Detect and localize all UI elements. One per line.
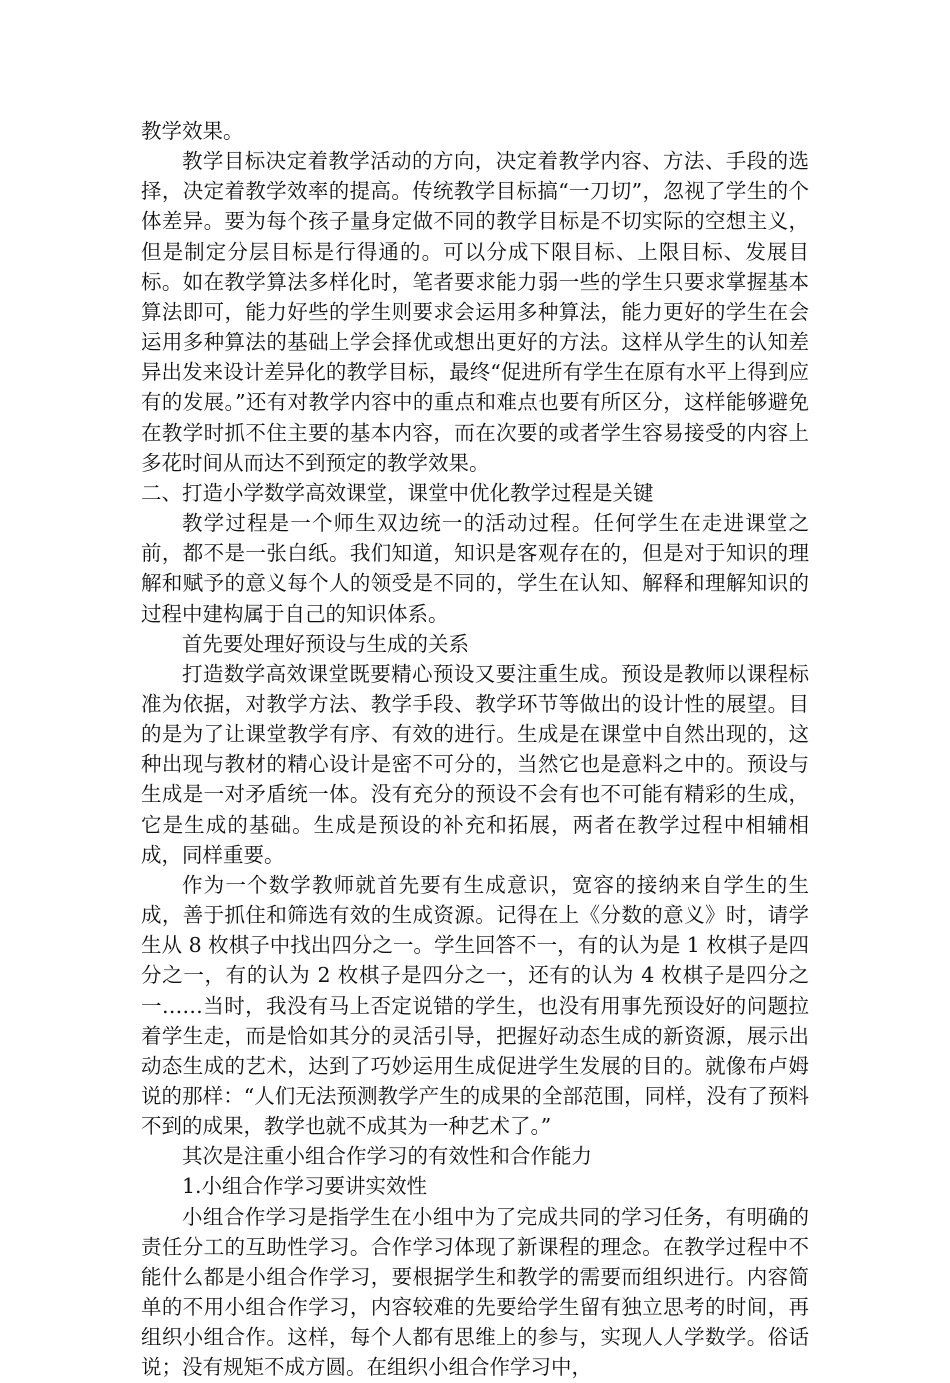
paragraph-generation-awareness: 作为一个数学教师就首先要有生成意识，宽容的接纳来自学生的生成，善于抓住和筛选有效的生成资源。记得在上《分数的意义》时，请学生从 8 枚棋子中找出四分之一。学生回答不一，有的认为是 1 枚棋子是四分之一，有的认为 2 枚棋子是四分之一，还有的认为 4 枚棋子是四分之一……当时，我没有马上否定说错的学生，也没有用事先预设好的问题拉着学生走，而是恰如其分的灵活引导，把握好动态生成的新资源，展示出动态生成的艺术，达到了巧妙运用生成促进学生发展的目的。就像布卢姆说的那样：“人们无法预测教学产生的成果的全部范围，同样，没有了预料不到的成果，教学也就不成其为一种艺术了。” <box>141 872 809 1139</box>
subheading-group-effectiveness: 1.小组合作学习要讲实效性 <box>182 1174 428 1199</box>
paragraph-group-learning: 小组合作学习是指学生在小组中为了完成共同的学习任务，有明确的责任分工的互助性学习。合作学习体现了新课程的理念。在教学过程中不能什么都是小组合作学习，要根据学生和教学的需要而组织进行。内容简单的不用小组合作学习，内容较难的先要给学生留有独立思考的时间，再组织小组合作。这样，每个人都有思维上的参与，实现人人学数学。俗话说；没有规矩不成方圆。在组织小组合作学习中， <box>141 1204 809 1380</box>
subheading-group-cooperation: 其次是注重小组合作学习的有效性和合作能力 <box>182 1144 592 1169</box>
document-page <box>141 116 809 1383</box>
section-heading-2: 二、打造小学数学高效课堂，课堂中优化教学过程是关键 <box>141 480 654 505</box>
paragraph-preset-generation: 打造数学高效课堂既要精心预设又要注重生成。预设是教师以课程标准为依据，对教学方法、教学手段、教学环节等做出的设计性的展望。目的是为了让课堂教学有序、有效的进行。生成是在课堂中自然出现的，这种出现与教材的精心设计是密不可分的，当然它也是意料之中的。预设与生成是一对矛盾统一体。没有充分的预设不会有也不可能有精彩的生成，它是生成的基础。生成是预设的补充和拓展，两者在教学过程中相辅相成，同样重要。 <box>141 661 809 867</box>
paragraph-continued: 教学效果。 <box>141 119 244 143</box>
paragraph-teaching-process: 教学过程是一个师生双边统一的活动过程。任何学生在走进课堂之前，都不是一张白纸。我们知道，知识是客观存在的，但是对于知识的理解和赋予的意义每个人的领受是不同的，学生在认知、解释和理解知识的过程中建构属于自己的知识体系。 <box>141 511 809 626</box>
subheading-preset-generation: 首先要处理好预设与生成的关系 <box>182 631 469 656</box>
paragraph-teaching-goals: 教学目标决定着教学活动的方向，决定着教学内容、方法、手段的选择，决定着教学效率的提高。传统教学目标搞“一刀切”，忽视了学生的个体差异。要为每个孩子量身定做不同的教学目标是不切实际的空想主义，但是制定分层目标是行得通的。可以分成下限目标、上限目标、发展目标。如在教学算法多样化时，笔者要求能力弱一些的学生只要求掌握基本算法即可，能力好些的学生则要求会运用多种算法，能力更好的学生在会运用多种算法的基础上学会择优或想出更好的方法。这样从学生的认知差异出发来设计差异化的教学目标，最终“促进所有学生在原有水平上得到应有的发展。”还有对教学内容中的重点和难点也要有所区分，这样能够避免在教学时抓不住主要的基本内容，而在次要的或者学生容易接受的内容上多花时间从而达不到预定的教学效果。 <box>141 149 809 475</box>
